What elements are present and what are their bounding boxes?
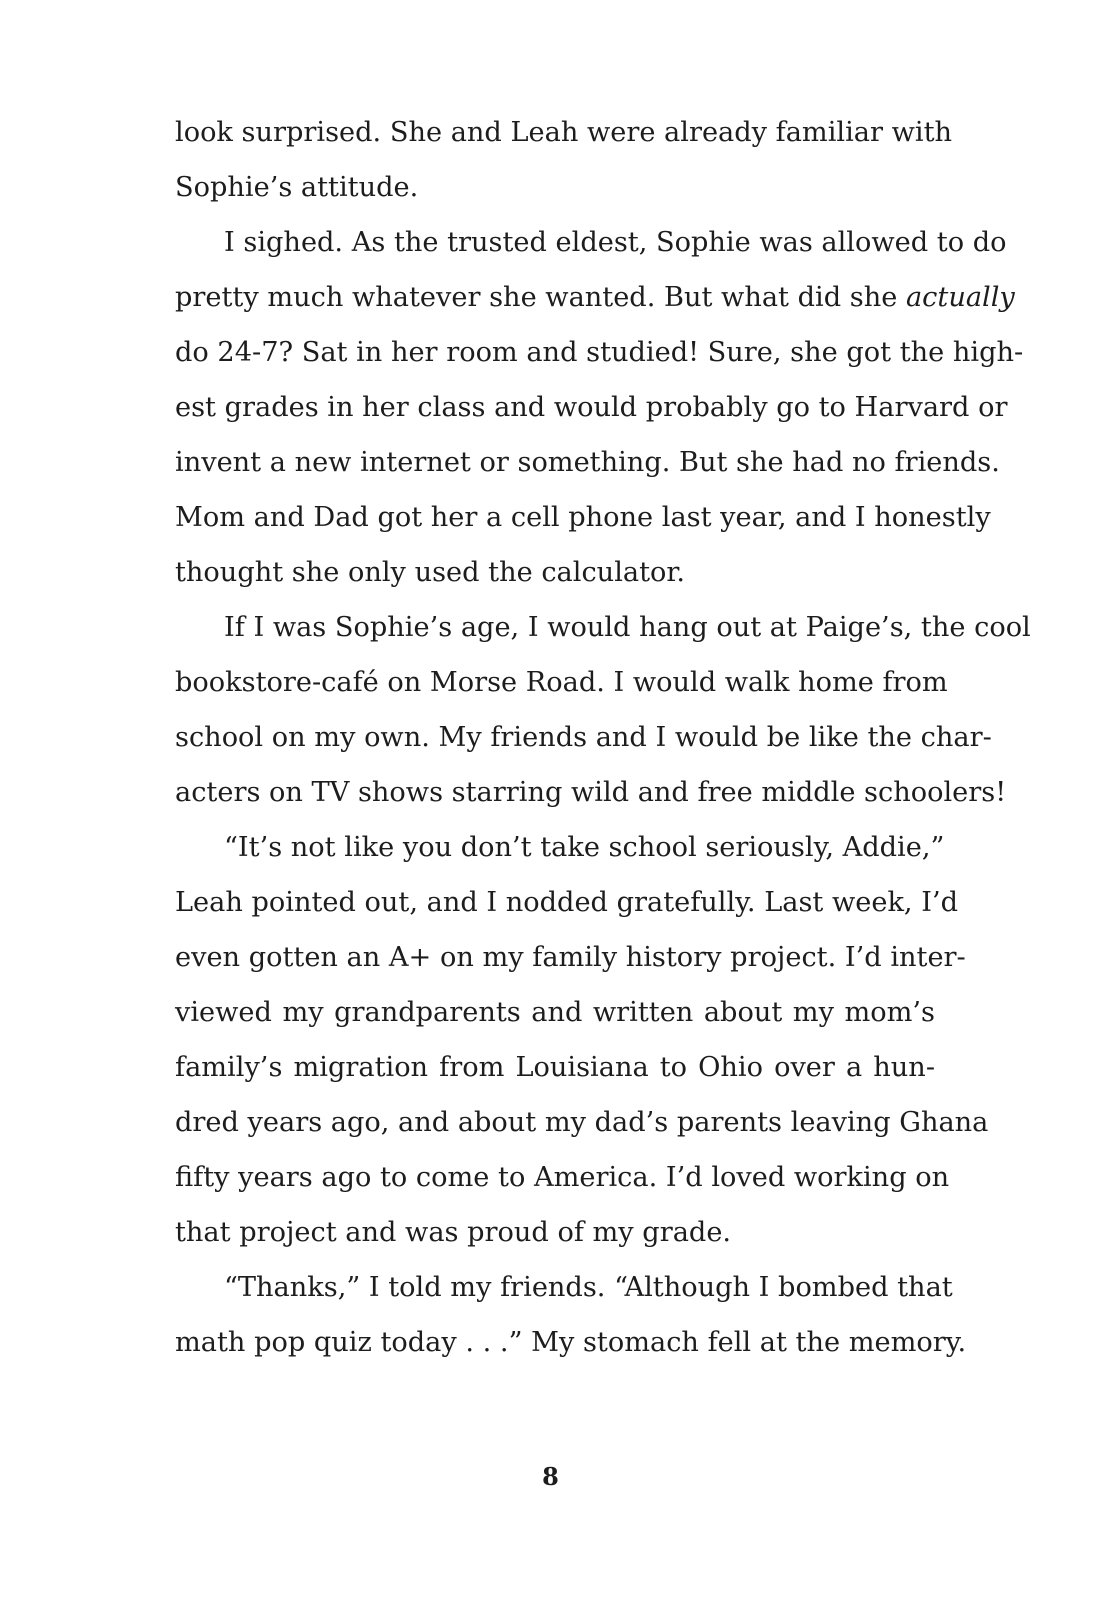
text-line: school on my own. My friends and I would be like the char- [175, 722, 992, 753]
text-line: do 24-7? Sat in her room and studied! Sure, she got the high- [175, 337, 1024, 368]
emphasis-word: actually [905, 282, 1015, 313]
text-line: invent a new internet or something. But she had no friends. [175, 447, 1000, 478]
body-text [175, 105, 1031, 1370]
page-number: 8 [542, 1462, 559, 1491]
text-line: acters on TV shows starring wild and free middle schoolers! [175, 777, 1007, 808]
text-line: “Thanks,” I told my friends. “Although I bombed that [224, 1272, 953, 1303]
text-line: family’s migration from Louisiana to Ohio over a hun- [175, 1052, 935, 1083]
text-line: look surprised. She and Leah were already familiar with [175, 117, 953, 148]
text-line: “It’s not like you don’t take school seriously, Addie,” [224, 832, 945, 863]
text-segment: pretty much whatever she wanted. But what did she [175, 282, 906, 313]
text-line: fifty years ago to come to America. I’d loved working on [175, 1162, 950, 1193]
text-line: est grades in her class and would probably go to Harvard or [175, 392, 1008, 423]
text-line: dred years ago, and about my dad’s parents leaving Ghana [175, 1107, 989, 1138]
text-line: math pop quiz today . . .” My stomach fell at the memory. [175, 1327, 967, 1358]
text-line: Sophie’s attitude. [175, 172, 419, 203]
text-line-with-emphasis [175, 270, 1015, 325]
text-line: I sighed. As the trusted eldest, Sophie was allowed to do [224, 227, 1007, 258]
text-line: If I was Sophie’s age, I would hang out at Paige’s, the cool [224, 612, 1031, 643]
text-line: even gotten an A+ on my family history project. I’d inter- [175, 942, 966, 973]
text-line: Mom and Dad got her a cell phone last year, and I honestly [175, 502, 991, 533]
text-line: viewed my grandparents and written about my mom’s [175, 997, 935, 1028]
text-line: thought she only used the calculator. [175, 557, 686, 588]
text-line: bookstore-café on Morse Road. I would walk home from [175, 667, 948, 698]
text-line: that project and was proud of my grade. [175, 1217, 732, 1248]
text-line: Leah pointed out, and I nodded gratefully. Last week, I’d [175, 887, 958, 918]
